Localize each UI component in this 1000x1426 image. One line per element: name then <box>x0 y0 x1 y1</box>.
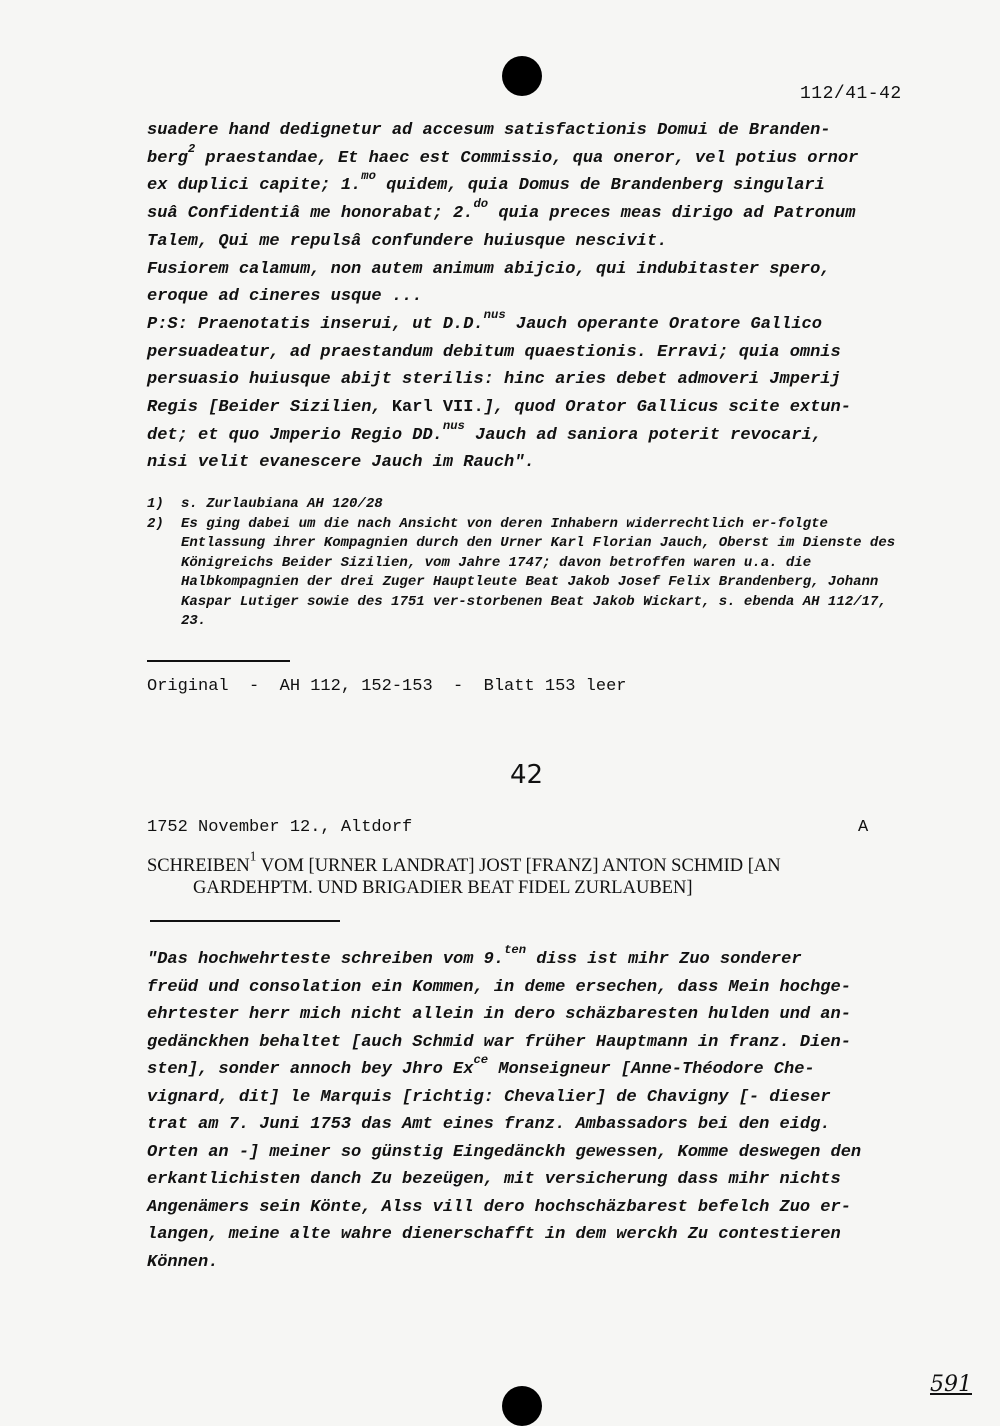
source-note: Original - AH 112, 152-153 - Blatt 153 leer <box>147 677 627 696</box>
date-place: 1752 November 12., Altdorf <box>147 818 413 837</box>
footnote-2: 2) Es ging dabei um die nach Ansicht von deren Inhabern widerrechtlich er-folgte Entlassung ihrer Kompagnien durch den Urner Karl Florian Jauch, Oberst im Dienste des Königreichs Beider Sizilien, vom Jahre 1747; davon betroffen waren u.a. die Halbkompagnien der drei Zuger Hauptleute Beat Jakob Josef Felix Brandenberg, Johann Kaspar Lutiger sowie des 1751 ver-storbenen Beat Jakob Wickart, s. ebenda AH 112/17, 23. <box>147 515 896 629</box>
footnote-1: 1) s. Zurlaubiana AH 120/28 <box>147 496 383 512</box>
document-heading: SCHREIBEN$^1$ VOM [URNER LANDRAT] JOST [FRANZ] ANTON SCHMID [AN GARDEHPTM. UND BRIGADIER BEAT FIDEL ZURLAUBEN] <box>147 848 781 898</box>
document-code: A <box>858 818 869 837</box>
letter-42-text: "Das hochwehrteste schreiben vom 9.$^{ten}$ diss ist mihr Zuo sonderer freüd und consolation ein Kommen, in deme ersechen, dass Mein hochge- ehrtester herr mich nicht allein in dero schäzbaresten hulden und an- gedänckhen behaltet [auch Schmid war früher Hauptmann in franz. Dien- sten], sonder annoch bey Jhro $Ex^{ce}$ Monseigneur [Anne-Théodore Che- vignard, dit] le Marquis [richtig: Chevalier] de Chavigny [- dieser trat am 7. Juni 1753 das Amt eines franz. Ambassadors bei den eidg. Orten an -] meiner so günstig Eingedänckh gewessen, Komme deswegen den erkantlichisten danch Zu bezeügen, mit versicherung dass mihr nichts Angenämers sein Könte, Alss vill dero hochschäzbarest befelch Zuo er- langen, meine alte wahre dienerschafft in dem werckh Zu contestieren Können. <box>147 943 862 1272</box>
divider <box>150 920 340 922</box>
document-number: 42 <box>510 760 544 790</box>
footnote-marker: 1 <box>249 848 257 864</box>
page-reference: 112/41-42 <box>800 84 902 104</box>
footnote-marker: 2 <box>187 141 196 156</box>
footnotes <box>147 495 907 632</box>
folio-number: 591 <box>930 1372 972 1397</box>
letter-41-continuation: suadere hand dedignetur ad accesum satisfactionis Domui de Branden- berg$^2$ praestandae, Et haec est Commissio, qua oneror, vel potius ornor ex duplici capite; 1.$^{mo}$ quidem, quia Domus de Brandenberg singulari suâ Confidentiâ me honorabat; 2.$^{do}$ quia preces meas dirigo ad Patronum Talem, Qui me repulsâ confundere huiusque nescivit. Fusiorem calamum, non autem animum abijcio, qui indubitaster spero, eroque ad cineres usque ... P:S: Praenotatis inserui, ut D.D.$^{nus}$ Jauch operante Oratore Gallico persuadeatur, ad praestandum debitum quaestionis. Erravi; quia omnis persuasio huiusque abijt sterilis: hinc aries debet admoveri Jmperij Regis [Beider Sizilien, Karl VII.], quod Orator Gallicus scite extun- det; et quo Jmperio Regio DD.$^{nus}$ Jauch ad saniora poterit revocari, nisi velit evanescere Jauch im Rauch". <box>147 121 859 473</box>
divider <box>147 660 290 662</box>
punch-hole-bottom <box>502 1386 542 1426</box>
punch-hole-top <box>502 56 542 96</box>
